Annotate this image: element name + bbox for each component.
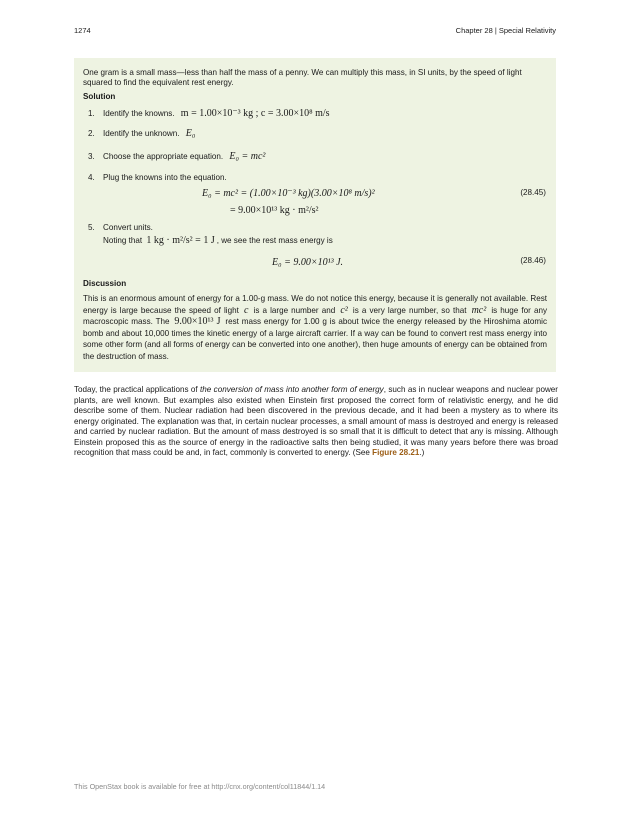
noting-text: Noting that [103, 236, 143, 245]
paragraph-text: , such as in nuclear weapons and nuclear power plants, are well known. But examples also existed when Einstein first proposed the correct form of relativistic energy, and he did describe some of them. Nuclear radiation had been discovered in the previous decade, and it had been a mystery as to where its energy originated. The explanation was that, in certain nuclear processes, a small amount of mass is destroyed and energy is released and carried by nuclear radiation. But the amount of mass destroyed is so small that it is difficult to detect that any is missing. Although Einstein proposed this as the source of energy in the radioactive salts then being studied, it was many years before there was broad recognition that mass could be and, in fact, commonly is converted to energy. (See [74, 385, 558, 457]
step-number: 2. [88, 129, 95, 138]
step-number: 5. [88, 223, 95, 232]
paragraph-text: .) [419, 448, 425, 457]
step-text: Choose the appropriate equation. [103, 152, 224, 161]
step-2 [88, 129, 195, 139]
step-math: m = 1.00×10⁻³ kg ; c = 3.00×10⁸ m/s [180, 108, 330, 119]
equation-28-45-line1: E₀ = mc² = (1.00×10⁻³ kg)(3.00×10⁸ m/s)² [202, 188, 375, 199]
step-text: Convert units. [103, 223, 153, 232]
noting-math: 1 kg · m²/s² = 1 J [146, 235, 215, 246]
figure-link[interactable]: Figure 28.21 [372, 448, 420, 457]
discussion-part: This is an enormous amount of energy for a 1.00-g mass. We do not notice this energy, because it is generally not available. Rest energy is large because the speed of light [83, 294, 547, 315]
equation-28-45-number: (28.45) [520, 188, 546, 197]
body-paragraph [74, 385, 558, 459]
step-5 [88, 223, 153, 233]
discussion-math: c [243, 304, 249, 316]
equation-28-46: E₀ = 9.00×10¹³ J. [272, 257, 344, 268]
example-intro: One gram is a small mass—less than half the mass of a penny. We can multiply this mass, in SI units, by the speed of light squared to find the equivalent rest energy. [83, 68, 522, 88]
step-number: 3. [88, 152, 95, 161]
chapter-title: Chapter 28 | Special Relativity [455, 26, 556, 35]
discussion-math: mc² [471, 304, 487, 316]
step-1 [88, 109, 330, 119]
paragraph-text: Today, the practical applications of [74, 385, 201, 394]
discussion-part: rest mass energy for 1.00 g is about twice the energy released by the Hiroshima atomic bomb and about 10,000 times the kinetic energy of a large aircraft carrier. If a way can be found to convert rest mass energy into some other form (and all forms of energy can be converted into one another), then huge amounts of energy can be obtained from the destruction of mass. [83, 317, 548, 361]
solution-heading: Solution [83, 92, 116, 101]
step-3 [88, 152, 265, 162]
discussion-math: c² [340, 304, 348, 316]
equation-28-45-line2: = 9.00×10¹³ kg · m²/s² [230, 205, 319, 216]
discussion-math: 9.00×10¹³ J [174, 316, 221, 328]
step-number: 4. [88, 173, 95, 182]
discussion-part: is huge for any macroscopic mass. The [83, 305, 548, 327]
step-text: Plug the knowns into the equation. [103, 173, 227, 182]
paragraph-italic: the conversion of mass into another form of energy [200, 385, 384, 394]
discussion-part: is a very large number, so that [352, 305, 467, 315]
noting-text-after: , we see the rest mass energy is [216, 236, 333, 245]
step-text: Identify the knowns. [103, 109, 175, 118]
noting-line [103, 236, 333, 246]
example-box [74, 58, 556, 372]
step-math: E₀ [185, 128, 196, 139]
discussion-part: is a large number and [253, 305, 336, 315]
step-4 [88, 173, 227, 183]
discussion-heading: Discussion [83, 279, 127, 288]
equation-28-46-number: (28.46) [520, 256, 546, 265]
page-number: 1274 [74, 26, 91, 35]
step-math: E₀ = mc² [229, 151, 266, 162]
discussion-text [83, 293, 547, 363]
step-text: Identify the unknown. [103, 129, 180, 138]
footer-note: This OpenStax book is available for free at http://cnx.org/content/col11844/1.14 [74, 782, 326, 791]
step-number: 1. [88, 109, 95, 118]
